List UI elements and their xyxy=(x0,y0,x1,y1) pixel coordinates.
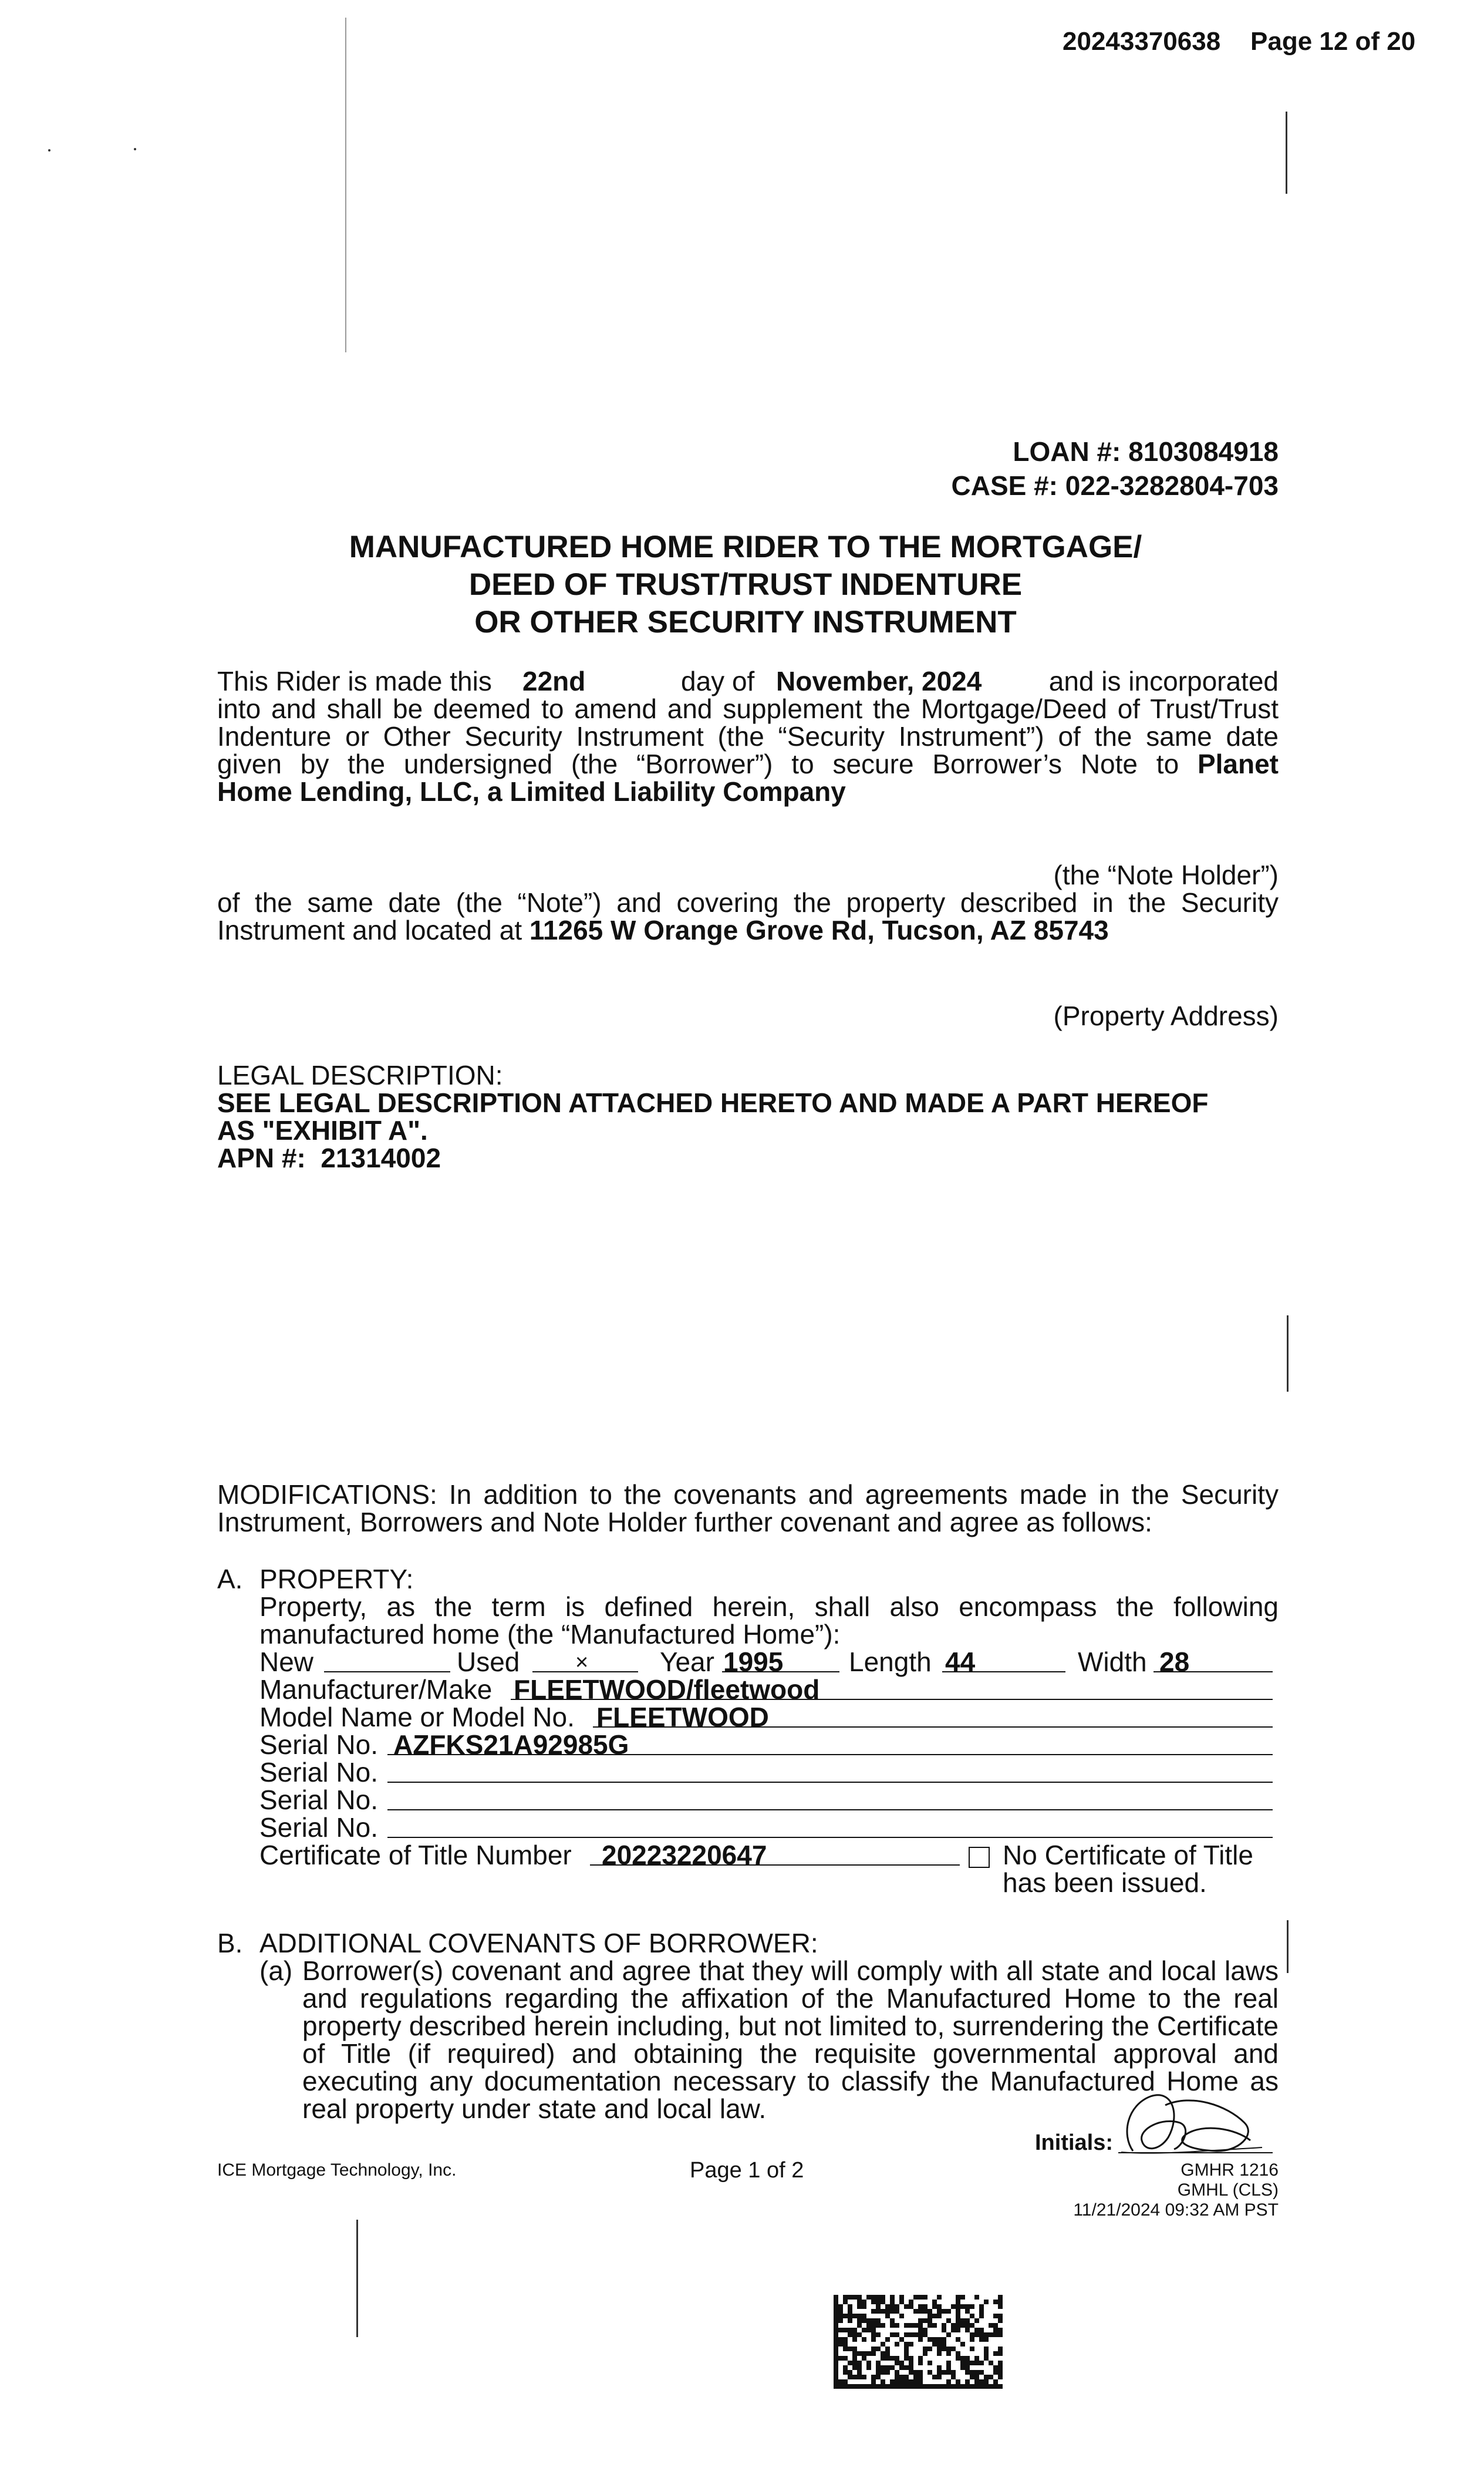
serial-label-2: Serial No. xyxy=(259,1757,378,1787)
rider-day: 22nd xyxy=(522,666,586,696)
model-label: Model Name or Model No. xyxy=(259,1702,575,1732)
covenant-a-line-6: real property under state and local law. xyxy=(302,2093,767,2124)
barcode-image xyxy=(834,2295,1004,2389)
home-make: FLEETWOOD/fleetwood xyxy=(514,1674,820,1705)
document-title: MANUFACTURED HOME RIDER TO THE MORTGAGE/ DEED OF TRUST/TRUST INDENTURE OR OTHER SECURITY INSTRUMENT xyxy=(349,530,1142,639)
serial-blank-2 xyxy=(387,1782,1273,1783)
property-line-1: Property, as the term is defined herein, shall also encompass the following xyxy=(259,1591,1279,1622)
intro-incorporated: and is incorporated xyxy=(1048,666,1279,696)
footer-company: ICE Mortgage Technology, Inc. xyxy=(217,2160,457,2180)
title-number-label: Certificate of Title Number xyxy=(259,1840,572,1870)
footer-form-sub: GMHL (CLS) xyxy=(1177,2180,1279,2200)
no-certificate-label-2: has been issued. xyxy=(1003,1867,1207,1898)
year-label: Year xyxy=(660,1647,714,1677)
footer-timestamp: 11/21/2024 09:32 AM PST xyxy=(1073,2200,1279,2220)
serial-blank-4 xyxy=(387,1837,1273,1838)
intro-line-3: Indenture or Other Security Instrument (the “Security Instrument”) of the same date xyxy=(217,721,1279,752)
note-holder-label: (the “Note Holder”) xyxy=(1053,860,1279,890)
covenant-a-line-3: property described herein including, but not limited to, surrendering the Certificate xyxy=(302,2011,1279,2041)
new-blank xyxy=(324,1671,450,1672)
intro-line-2: into and shall be deemed to amend and supplement the Mortgage/Deed of Trust/Trust xyxy=(217,694,1279,724)
legal-description-line-1: SEE LEGAL DESCRIPTION ATTACHED HERETO AND MADE A PART HEREOF xyxy=(217,1088,1209,1118)
section-a-heading: PROPERTY: xyxy=(259,1564,414,1594)
serial-label-3: Serial No. xyxy=(259,1785,378,1815)
scan-artifact-line xyxy=(1287,1920,1289,1973)
scan-artifact-line xyxy=(356,2220,358,2337)
intro-line-4: given by the undersigned (the “Borrower”) to secure Borrower’s Note to Planet xyxy=(217,749,1279,779)
home-width: 28 xyxy=(1159,1647,1190,1677)
serial-label-4: Serial No. xyxy=(259,1812,378,1843)
property-line-2: manufactured home (the “Manufactured Home”): xyxy=(259,1619,841,1649)
scan-artifact-dot xyxy=(134,148,136,150)
no-certificate-label-1: No Certificate of Title xyxy=(1003,1840,1253,1870)
lender-name: Home Lending, LLC, a Limited Liability Company xyxy=(217,776,846,807)
initials-signature xyxy=(1109,2082,1291,2158)
apn-line: APN #: 21314002 xyxy=(217,1143,441,1173)
footer-page: Page 1 of 2 xyxy=(690,2158,804,2183)
rider-month-year: November, 2024 xyxy=(776,666,982,696)
intro-made-this: This Rider is made this xyxy=(217,666,492,696)
modifications-line-1: MODIFICATIONS: In addition to the covenants and agreements made in the Security xyxy=(217,1479,1279,1510)
property-address: 11265 W Orange Grove Rd, Tucson, AZ 85743 xyxy=(529,915,1109,945)
covenant-a-line-1: Borrower(s) covenant and agree that they will comply with all state and local laws xyxy=(302,1955,1279,1986)
title-number: 20223220647 xyxy=(602,1840,767,1870)
serial-blank-3 xyxy=(387,1809,1273,1810)
serial-label-1: Serial No. xyxy=(259,1729,378,1760)
width-label: Width xyxy=(1078,1647,1147,1677)
intro-line-6: of the same date (the “Note”) and covering the property described in the Security xyxy=(217,887,1279,918)
case-number-line: CASE #: 022-3282804-703 xyxy=(951,470,1279,501)
scan-artifact-line xyxy=(345,18,346,352)
legal-description-line-2: AS "EXHIBIT A". xyxy=(217,1115,428,1146)
home-model: FLEETWOOD xyxy=(596,1702,769,1732)
serial-number-1: AZFKS21A92985G xyxy=(393,1729,629,1760)
initials-label: Initials: xyxy=(1035,2130,1114,2155)
scan-artifact-line xyxy=(1286,112,1287,194)
covenant-a-line-4: of Title (if required) and obtaining the requisite governmental approval and xyxy=(302,2038,1279,2069)
length-label: Length xyxy=(849,1647,932,1677)
scan-artifact-line xyxy=(1287,1315,1289,1392)
used-checkmark: × xyxy=(575,1650,589,1675)
modifications-line-2: Instrument, Borrowers and Note Holder further covenant and agree as follows: xyxy=(217,1507,1152,1537)
recording-number: 20243370638 xyxy=(1063,27,1221,56)
covenant-a-line-2: and regulations regarding the affixation of the Manufactured Home to the real xyxy=(302,1983,1279,2014)
intro-day-of: day of xyxy=(681,666,755,696)
scan-artifact-dot xyxy=(48,149,50,152)
section-a-letter: A. xyxy=(217,1564,243,1594)
section-b-letter: B. xyxy=(217,1928,243,1958)
no-certificate-checkbox[interactable] xyxy=(969,1847,990,1868)
recording-page: Page 12 of 20 xyxy=(1250,27,1416,56)
loan-number-line: LOAN #: 8103084918 xyxy=(1013,436,1279,467)
legal-description-heading: LEGAL DESCRIPTION: xyxy=(217,1060,503,1090)
property-address-label: (Property Address) xyxy=(1053,1001,1279,1031)
used-label: Used xyxy=(457,1647,520,1677)
home-year: 1995 xyxy=(723,1647,784,1677)
covenant-a-label: (a) xyxy=(259,1955,293,1986)
new-label: New xyxy=(259,1647,314,1677)
section-b-heading: ADDITIONAL COVENANTS OF BORROWER: xyxy=(259,1928,818,1958)
intro-line-7: Instrument and located at 11265 W Orange Grove Rd, Tucson, AZ 85743 xyxy=(217,915,1109,945)
covenant-a-line-5: executing any documentation necessary to classify the Manufactured Home as xyxy=(302,2066,1279,2096)
footer-form-code: GMHR 1216 xyxy=(1181,2160,1279,2180)
home-length: 44 xyxy=(945,1647,976,1677)
make-label: Manufacturer/Make xyxy=(259,1674,493,1705)
